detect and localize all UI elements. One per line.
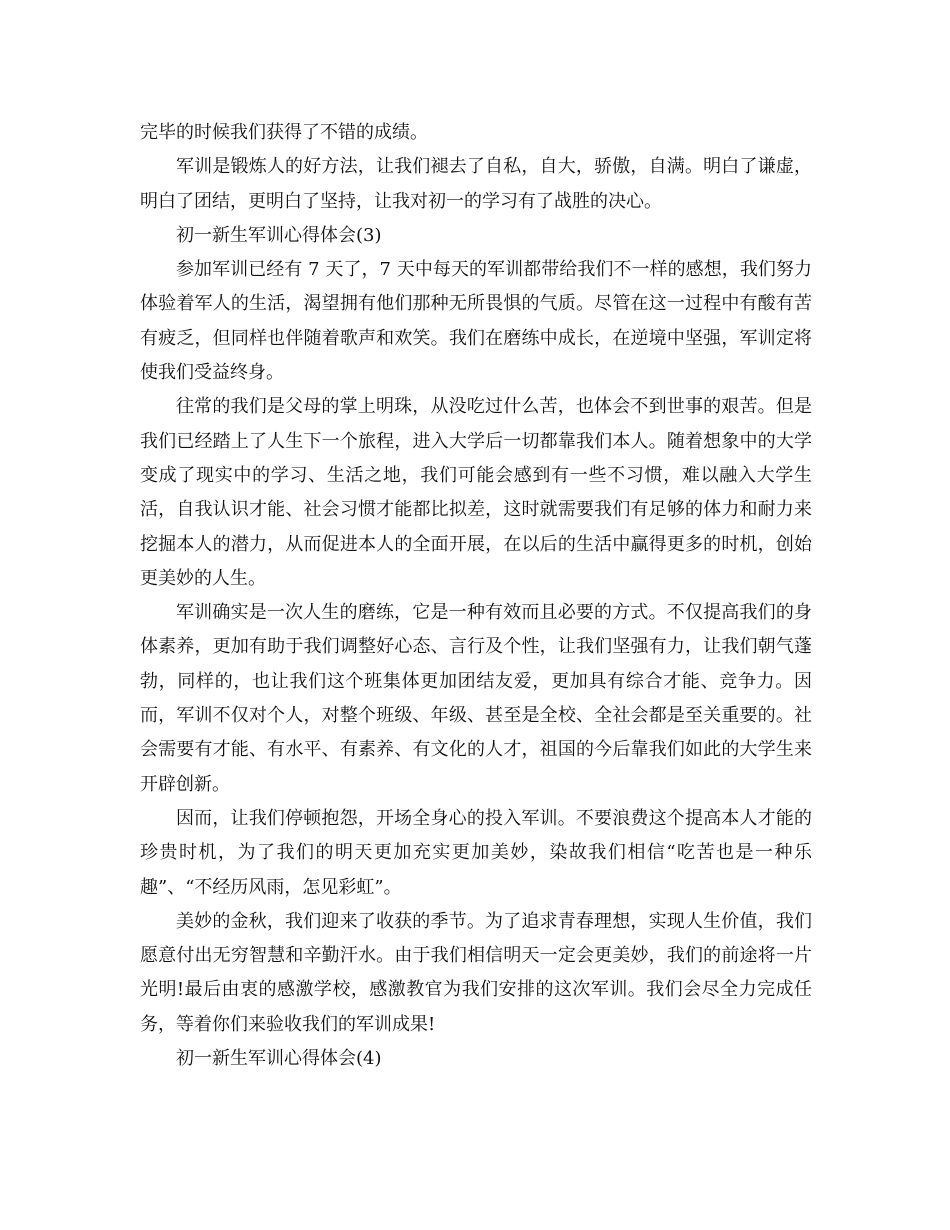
paragraph: 军训是锻炼人的好方法，让我们褪去了自私，自大，骄傲，自满。明白了谦虚，明白了团结，更明白了坚持，让我对初一的学习有了战胜的决心。 xyxy=(140,156,812,212)
document-body xyxy=(140,116,812,1076)
paragraph: 因而，让我们停顿抱怨，开场全身心的投入军训。不要浪费这个提高本人才能的珍贵时机，为了我们的明天更加充实更加美妙，染故我们相信“吃苦也是一种乐趣”、“不经历风雨，怎见彩虹”。 xyxy=(140,807,812,898)
paragraph: 军训确实是一次人生的磨练，它是一种有效而且必要的方式。不仅提高我们的身体素养，更加有助于我们调整好心态、言行及个性，让我们坚强有力，让我们朝气蓬勃，同样的，也让我们这个班集体更加团结友爱，更加具有综合才能、竞争力。因而，军训不仅对个人，对整个班级、年级、甚至是全校、全社会都是至关重要的。社会需要有才能、有水平、有素养、有文化的人才，祖国的今后靠我们如此的大学生来开辟创新。 xyxy=(140,602,812,795)
paragraph-continuation: 完毕的时候我们获得了不错的成绩。 xyxy=(140,122,428,143)
paragraph: 往常的我们是父母的掌上明珠，从没吃过什么苦，也体会不到世事的艰苦。但是我们已经踏上了人生下一个旅程，进入大学后一切都靠我们本人。随着想象中的大学变成了现实中的学习、生活之地，我们可能会感到有一些不习惯，难以融入大学生活，自我认识才能、社会习惯才能都比拟差，这时就需要我们有足够的体力和耐力来挖掘本人的潜力，从而促进本人的全面开展，在以后的生活中赢得更多的时机，创始更美妙的人生。 xyxy=(140,396,812,589)
paragraph: 参加军训已经有 7 天了，7 天中每天的军训都带给我们不一样的感想，我们努力体验着军人的生活，渴望拥有他们那种无所畏惧的气质。尽管在这一过程中有酸有苦有疲乏，但同样也伴随着歌声和欢笑。我们在磨练中成长，在逆境中坚强，军训定将使我们受益终身。 xyxy=(140,259,812,384)
section-heading: 初一新生军训心得体会(4) xyxy=(176,1048,382,1070)
paragraph: 美妙的金秋，我们迎来了收获的季节。为了追求青春理想，实现人生价值，我们愿意付出无穷智慧和辛勤汗水。由于我们相信明天一定会更美妙，我们的前途将一片光明!最后由衷的感激学校，感激教官为我们安排的这次军训。我们会尽全力完成任务，等着你们来验收我们的军训成果! xyxy=(140,910,812,1035)
section-heading: 初一新生军训心得体会(3) xyxy=(176,224,382,246)
